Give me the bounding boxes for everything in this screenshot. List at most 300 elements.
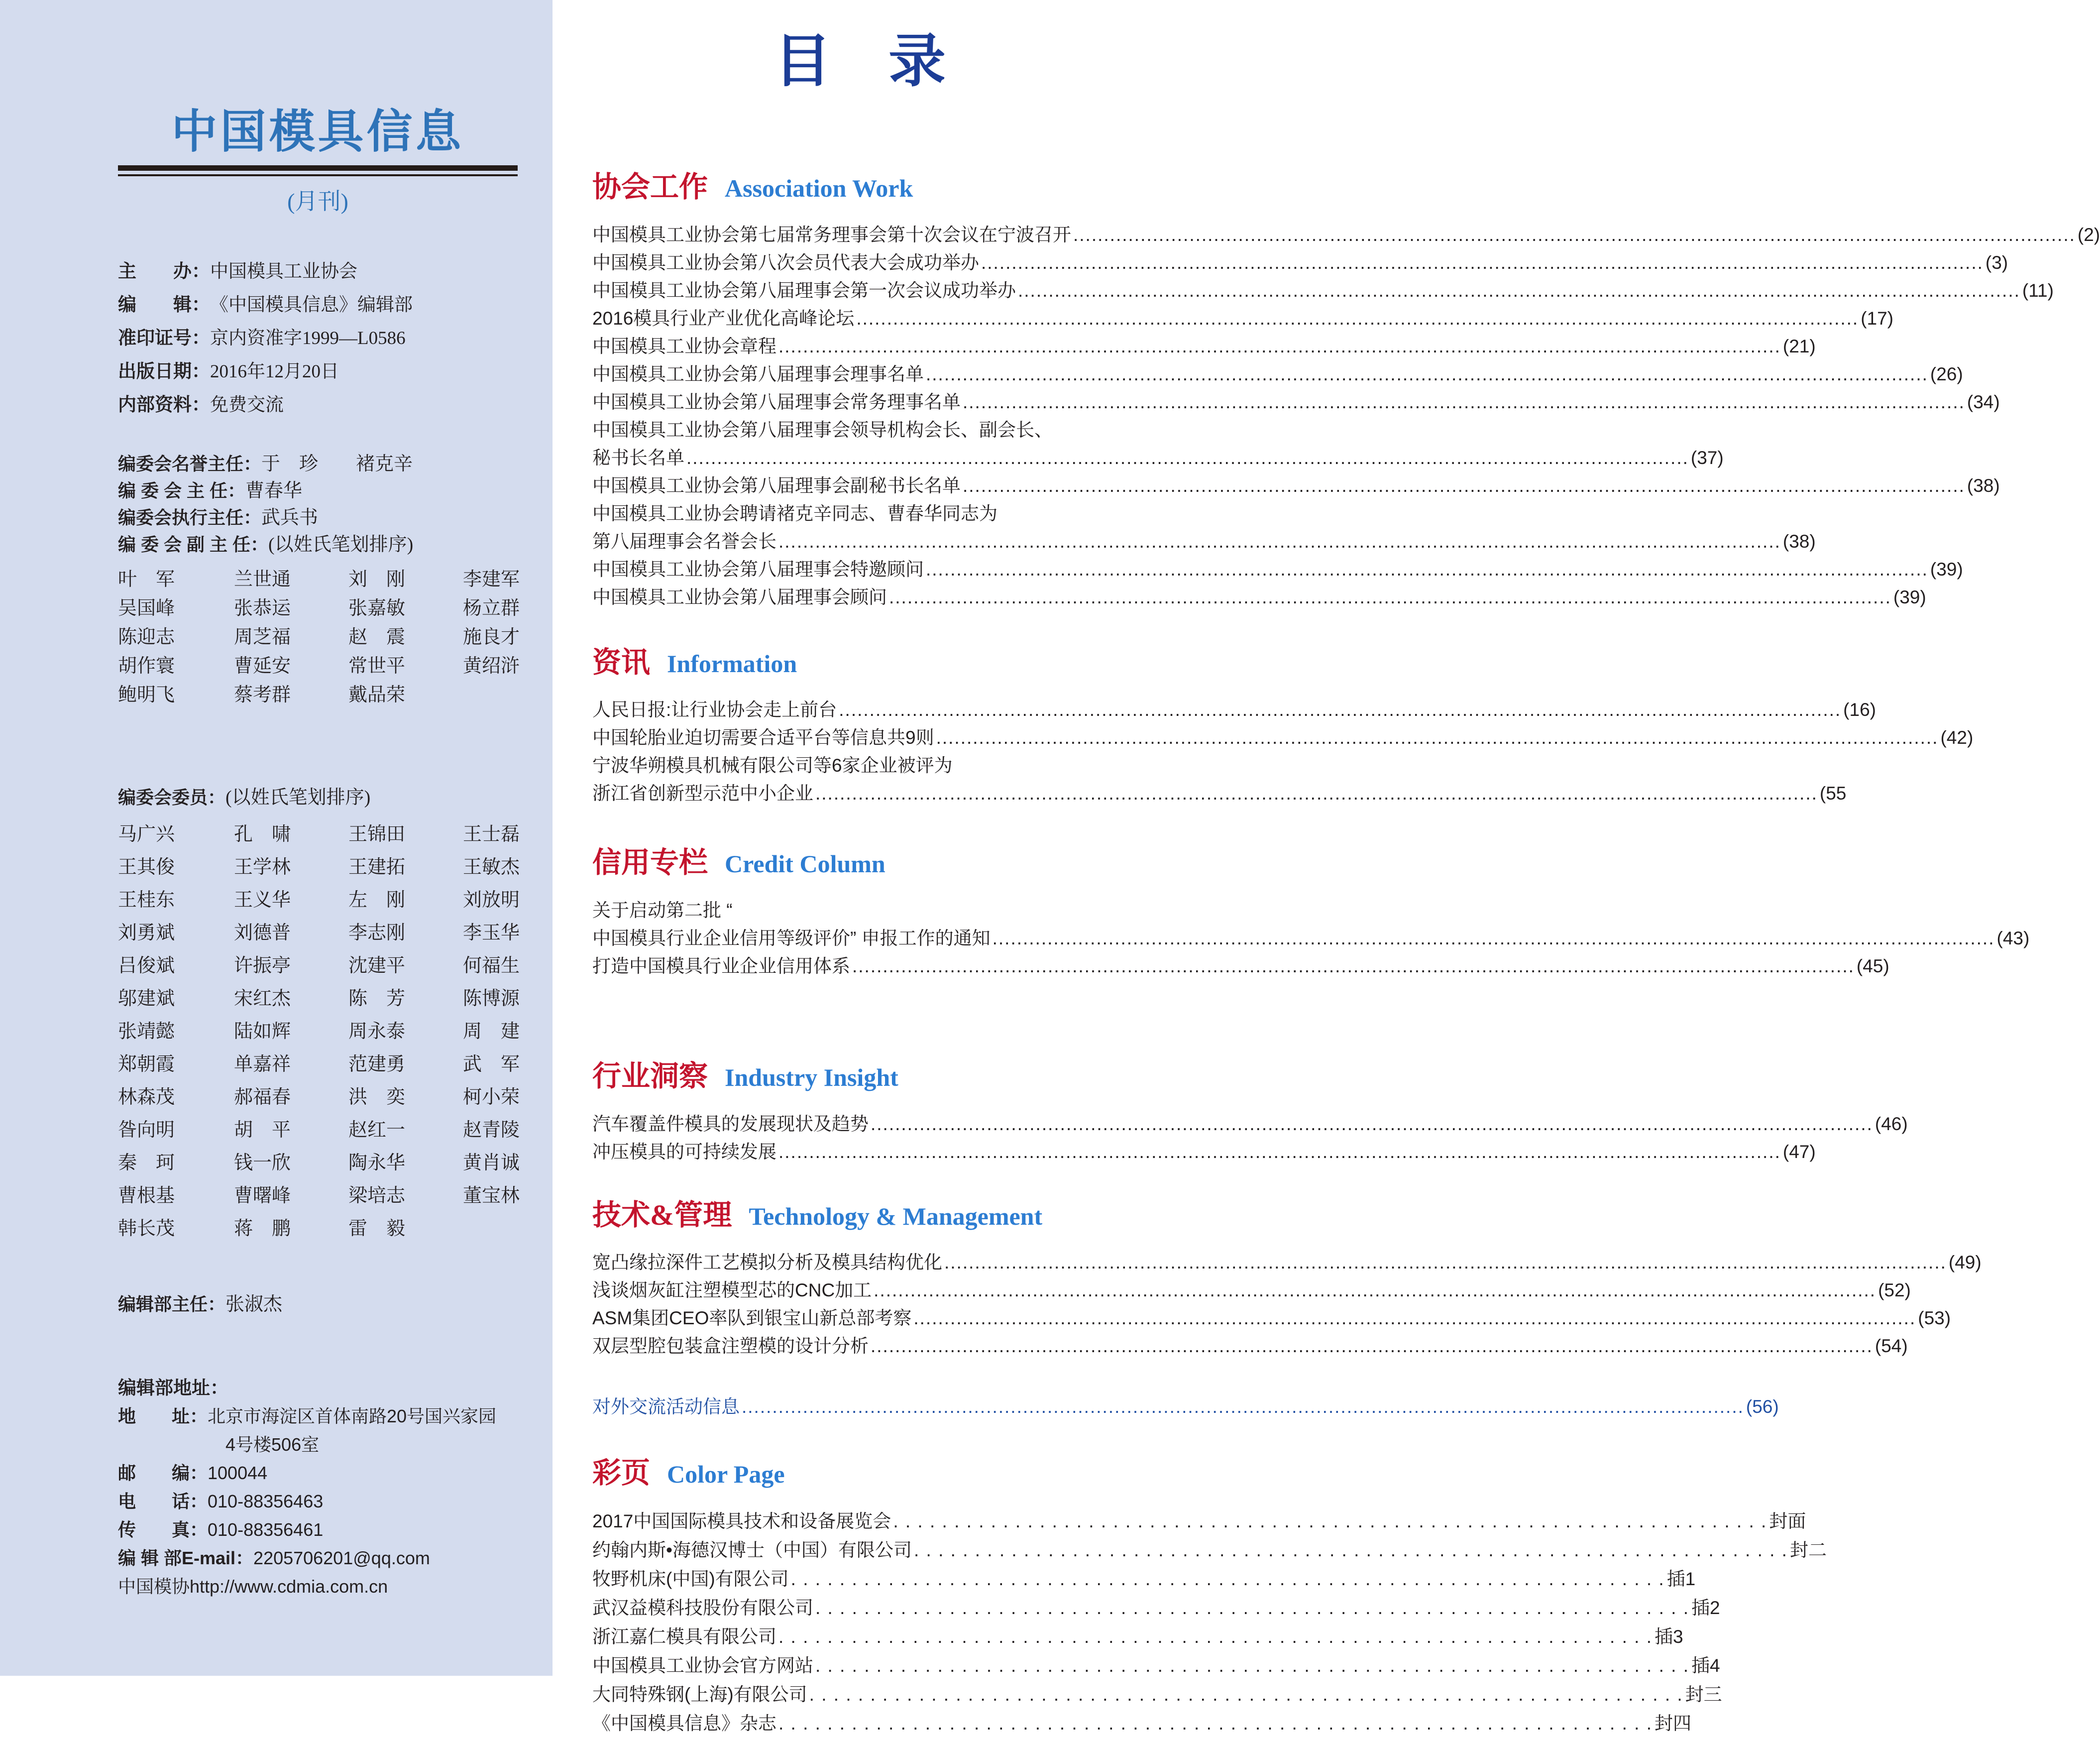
toc-page-number: (39) <box>1930 559 1963 579</box>
committee-member-name: 王锦田 <box>348 824 406 845</box>
committee-member-name: 秦 珂 <box>118 1153 175 1174</box>
committee-header-line <box>118 784 518 811</box>
contact-value: 100044 <box>208 1463 268 1484</box>
committee-member-name: 曹曙峰 <box>234 1185 291 1207</box>
editor-director-name: 张淑杰 <box>225 1294 283 1315</box>
masthead-value: 《中国模具信息》编辑部 <box>210 295 413 316</box>
committee-member-name: 周永泰 <box>348 1021 406 1043</box>
board-member-name: 刘 刚 <box>348 569 406 590</box>
board-member-name: 张恭运 <box>234 598 291 619</box>
toc-dot-leader <box>1073 221 2076 249</box>
board-member-name: 兰世通 <box>234 569 291 590</box>
toc-item-title: 中国模具工业协会第八届理事会特邀顾问 <box>592 559 924 579</box>
committee-member-name: 曹根基 <box>118 1185 175 1207</box>
committee-member-name: 武 军 <box>463 1054 520 1075</box>
association-website: 中国模协http://www.cdmia.com.cn <box>118 1576 388 1597</box>
toc-item-row <box>592 1507 1806 1536</box>
board-member-name: 施良才 <box>463 627 520 648</box>
toc-item-row <box>592 416 1127 444</box>
toc-page-number: (39) <box>1893 586 1926 607</box>
toc-dot-leader <box>926 360 1928 388</box>
toc-dot-leader <box>791 1565 1665 1594</box>
masthead-info-block <box>118 255 518 422</box>
toc-item-row <box>592 952 1889 980</box>
section-title-zh: 行业洞察 <box>592 1060 708 1093</box>
section-items <box>592 1110 1908 1166</box>
toc-dot-leader <box>944 1249 1947 1276</box>
board-head-label: 编委会执行主任： <box>118 507 262 528</box>
board-head-value: 武兵书 <box>261 507 319 529</box>
committee-member-name: 梁培志 <box>348 1185 406 1207</box>
toc-page-number: (53) <box>1918 1308 1951 1329</box>
toc-page-number: 插1 <box>1666 1569 1696 1590</box>
toc-dot-leader <box>815 780 1818 808</box>
contact-value: 北京市海淀区首体南路20号国兴家园 <box>208 1406 497 1427</box>
section-items <box>592 696 1974 808</box>
masthead-line <box>118 355 518 388</box>
toc-item-row <box>592 1536 1827 1565</box>
contact-value: 4号楼506室 <box>225 1434 320 1455</box>
toc-dot-leader <box>815 1651 1689 1680</box>
toc-page-number: (26) <box>1930 363 1963 384</box>
contact-line <box>118 1459 518 1487</box>
section-title-en: Technology & Management <box>749 1202 1043 1230</box>
contact-value: 2205706201@qq.com <box>253 1548 430 1569</box>
committee-member-name: 许振亭 <box>234 955 291 977</box>
board-member-name: 赵 震 <box>348 627 406 648</box>
contact-block <box>118 1374 518 1601</box>
contact-label: 电 话： <box>118 1491 208 1512</box>
toc-item-title: ASM集团CEO率队到银宝山新总部考察 <box>592 1308 912 1329</box>
committee-members-grid <box>118 818 520 1245</box>
toc-item-row <box>592 388 2000 416</box>
toc-dot-leader <box>963 388 1965 416</box>
toc-item-external-exchange <box>592 1393 1779 1421</box>
toc-page-number: (21) <box>1782 336 1816 356</box>
committee-member-name: 董宝林 <box>463 1185 520 1207</box>
board-head-value: 曹春华 <box>245 480 303 502</box>
toc-item-title: 2016模具行业产业优化高峰论坛 <box>592 308 855 329</box>
section-header <box>592 1199 1127 1232</box>
board-head-line <box>118 451 518 477</box>
board-member-name: 张嘉敏 <box>348 598 406 619</box>
toc-item-title: 浅谈烟灰缸注塑模型芯的CNC加工 <box>592 1280 872 1301</box>
board-head-line <box>118 477 518 504</box>
masthead-value: 中国模具工业协会 <box>210 261 357 282</box>
board-member-name: 戴品荣 <box>348 685 406 706</box>
toc-item-row <box>592 897 1127 925</box>
toc-item-title: 中国模具工业协会第八届理事会理事名单 <box>592 363 924 384</box>
section-header <box>592 1457 1127 1490</box>
toc-item-title: 牧野机床(中国)有限公司 <box>592 1569 789 1590</box>
committee-member-name: 左 刚 <box>348 890 406 911</box>
board-member-name: 周芝福 <box>234 627 291 648</box>
committee-member-name: 李玉华 <box>463 923 520 944</box>
toc-page-number: (54) <box>1875 1336 1908 1357</box>
committee-member-name: 王义华 <box>234 890 291 911</box>
committee-block <box>118 784 518 1245</box>
toc-item-title: 中国模具行业企业信用等级评价” 申报工作的通知 <box>592 928 991 949</box>
toc-page-number: 封三 <box>1685 1684 1722 1705</box>
committee-member-name: 李志刚 <box>348 923 406 944</box>
committee-member-name: 陈博源 <box>463 988 520 1010</box>
committee-member-name: 刘德普 <box>234 923 291 944</box>
toc-item-row <box>592 696 1876 724</box>
toc-item-title: 浙江省创新型示范中小企业 <box>592 783 813 804</box>
committee-member-name: 陈 芳 <box>348 988 406 1010</box>
toc-item-title: 中国模具工业协会聘请褚克辛同志、曹春华同志为 <box>592 503 997 524</box>
toc-item-row <box>592 249 2008 277</box>
toc-item-row <box>592 583 1926 611</box>
committee-member-name: 吕俊斌 <box>118 955 175 977</box>
magazine-title: 中国模具信息 <box>171 107 464 157</box>
toc-item-title: 汽车覆盖件模具的发展现状及趋势 <box>592 1113 869 1134</box>
committee-member-name: 林森茂 <box>118 1087 175 1108</box>
toc-item-row <box>592 1709 1692 1738</box>
masthead-value: 免费交流 <box>210 395 284 416</box>
toc-dot-leader <box>874 1276 1876 1304</box>
committee-member-name: 单嘉祥 <box>234 1054 291 1075</box>
toc-item-title: 中国模具工业协会第八届理事会第一次会议成功举办 <box>592 280 1016 301</box>
toc-item-row <box>592 752 1127 780</box>
committee-member-name: 范建勇 <box>348 1054 406 1075</box>
toc-item-title: 宽凸缘拉深件工艺模拟分析及模具结构优化 <box>592 1252 942 1273</box>
committee-member-name: 孔 啸 <box>234 824 291 845</box>
toc-page-number: (52) <box>1878 1280 1911 1301</box>
board-head-value: (以姓氏笔划排序) <box>268 534 414 556</box>
contact-label: 地 址： <box>118 1406 208 1427</box>
committee-member-name: 赵红一 <box>348 1120 406 1141</box>
toc-page-number: 插4 <box>1691 1655 1720 1676</box>
toc-dot-leader <box>839 696 1841 724</box>
toc-section-technology-management <box>592 1198 1982 1361</box>
toc-page-number: 封面 <box>1769 1511 1806 1532</box>
toc-item-row <box>592 1110 1908 1138</box>
section-header <box>592 1060 1127 1093</box>
toc-item-row <box>592 360 1963 388</box>
contact-label: 编 辑 部E-mail： <box>118 1548 254 1569</box>
contact-label: 传 真： <box>118 1519 208 1540</box>
contact-line <box>118 1487 518 1515</box>
section-title-en: Industry Insight <box>725 1063 898 1092</box>
toc-page-number: (38) <box>1782 531 1816 552</box>
toc-item-title: 中国模具工业协会第八届理事会副秘书长名单 <box>592 475 961 496</box>
toc-item-title: 约翰内斯•海德汉博士（中国）有限公司 <box>592 1540 912 1561</box>
toc-item-title: 中国模具工业协会章程 <box>592 336 776 356</box>
toc-dot-leader <box>871 1332 1873 1360</box>
committee-member-name: 黄肖诚 <box>463 1153 520 1174</box>
committee-member-name: 王学林 <box>234 857 291 878</box>
toc-page-number: (55 <box>1819 783 1847 804</box>
toc-section-color-page <box>592 1457 1827 1738</box>
editorial-board-block <box>118 451 518 709</box>
toc-item-row <box>592 1594 1720 1622</box>
masthead-line <box>118 388 518 422</box>
toc-page-number: (3) <box>1985 252 2008 273</box>
toc-item-row <box>592 221 2100 249</box>
toc-page-number: (46) <box>1875 1113 1908 1134</box>
section-title-zh: 彩页 <box>592 1457 651 1490</box>
section-title-zh: 协会工作 <box>592 171 708 203</box>
toc-dot-leader <box>815 1594 1689 1622</box>
committee-member-name: 沈建平 <box>348 955 406 977</box>
toc-page-number: 插2 <box>1691 1598 1720 1619</box>
committee-member-name: 邬建斌 <box>118 988 175 1010</box>
committee-member-name: 何福生 <box>463 955 520 977</box>
toc-dot-leader <box>809 1680 1683 1709</box>
toc-item-row <box>592 277 2054 305</box>
toc-dot-leader <box>778 528 1781 556</box>
toc-page-number: (56) <box>1746 1396 1779 1417</box>
toc-item-row <box>592 724 1974 752</box>
toc-item-row <box>592 528 1816 556</box>
toc-section-association-work <box>592 171 2100 611</box>
deputy-directors-grid <box>118 565 520 709</box>
committee-member-name: 雷 毅 <box>348 1218 406 1240</box>
toc-dot-leader <box>963 472 1965 500</box>
toc-item-title: 中国模具工业协会第八届理事会顾问 <box>592 586 887 607</box>
toc-dot-leader <box>686 444 1689 472</box>
toc-item-row <box>592 1565 1696 1594</box>
toc-dot-leader <box>893 1507 1767 1536</box>
committee-member-name: 郑朝霞 <box>118 1054 175 1075</box>
toc-dot-leader <box>778 1622 1653 1651</box>
toc-page-number: (17) <box>1861 308 1894 329</box>
board-member-name: 曹延安 <box>234 656 291 677</box>
section-title-en: Information <box>667 649 797 678</box>
toc-page-number: (43) <box>1996 928 2030 949</box>
committee-member-name: 王士磊 <box>463 824 520 845</box>
toc-item-row <box>592 333 1816 360</box>
toc-page-number: (34) <box>1967 391 2000 412</box>
divider-thin-line <box>118 174 518 176</box>
toc-item-title: 中国轮胎业迫切需要合适平台等信息共9则 <box>592 727 934 748</box>
magazine-subtitle: (月刊) <box>287 189 348 215</box>
board-member-name: 蔡考群 <box>234 685 291 706</box>
section-title-zh: 技术&管理 <box>592 1198 732 1231</box>
toc-dot-leader <box>871 1110 1873 1138</box>
board-member-name: 杨立群 <box>463 598 520 619</box>
toc-item-title: 对外交流活动信息 <box>592 1396 740 1417</box>
toc-dot-leader <box>914 1536 1788 1565</box>
toc-item-title: 中国模具工业协会第八届理事会常务理事名单 <box>592 391 961 412</box>
section-items <box>592 897 2030 980</box>
toc-section-industry-insight <box>592 1060 1908 1166</box>
toc-dot-leader <box>742 1393 1744 1421</box>
toc-item-row <box>592 444 1724 472</box>
toc-dot-leader <box>993 925 1995 952</box>
committee-member-name: 张靖懿 <box>118 1021 175 1043</box>
masthead-line <box>118 255 518 288</box>
committee-member-name: 王其俊 <box>118 857 175 878</box>
masthead-label: 编 辑： <box>118 294 210 315</box>
section-items <box>592 221 2100 611</box>
board-member-name: 鲍明飞 <box>118 685 175 706</box>
masthead-label: 出版日期： <box>118 361 210 382</box>
toc-item-row <box>592 305 1894 333</box>
toc-item-title: 人民日报:让行业协会走上前台 <box>592 699 837 720</box>
board-member-name: 吴国峰 <box>118 598 175 619</box>
toc-page-number: (45) <box>1856 956 1889 977</box>
committee-member-name: 赵青陵 <box>463 1120 520 1141</box>
toc-item-row <box>592 1276 1911 1304</box>
toc-dot-leader <box>936 724 1939 752</box>
toc-dot-leader <box>1018 277 2020 305</box>
toc-item-row <box>592 780 1847 808</box>
board-member-name: 陈迎志 <box>118 627 175 648</box>
toc-item-title: 冲压模具的可持续发展 <box>592 1141 776 1162</box>
toc-item-title: 浙江嘉仁模具有限公司 <box>592 1626 776 1647</box>
contact-label: 邮 编： <box>118 1463 208 1484</box>
toc-item-row <box>592 1138 1816 1166</box>
toc-page-number: (11) <box>2022 280 2054 301</box>
toc-dot-leader <box>852 952 1855 980</box>
committee-member-name: 钱一欣 <box>234 1153 291 1174</box>
toc-item-title: 中国模具工业协会第八次会员代表大会成功举办 <box>592 252 979 273</box>
committee-member-name: 郝福春 <box>234 1087 291 1108</box>
section-title-zh: 资讯 <box>592 646 651 679</box>
section-items <box>592 1249 1982 1360</box>
masthead-line <box>118 322 518 355</box>
masthead-line <box>118 288 518 322</box>
committee-member-name: 王桂东 <box>118 890 175 911</box>
committee-member-name: 王建拓 <box>348 857 406 878</box>
toc-item-title: 宁波华朔模具机械有限公司等6家企业被评为 <box>592 755 953 776</box>
contact-line <box>118 1515 518 1544</box>
committee-member-name: 韩长茂 <box>118 1218 175 1240</box>
toc-item-row <box>592 500 1127 528</box>
toc-page-number: 封二 <box>1789 1540 1827 1561</box>
toc-item-row <box>592 925 2030 952</box>
toc-item-row <box>592 1680 1722 1709</box>
toc-page-number: (42) <box>1940 727 1974 748</box>
toc-dot-leader <box>856 305 1859 333</box>
contact-value: 010-88356463 <box>208 1491 324 1512</box>
contact-line <box>118 1544 518 1572</box>
toc-item-row <box>592 1393 1779 1421</box>
committee-header-note: (以姓氏笔划排序) <box>225 787 371 809</box>
toc-dot-leader <box>926 556 1928 583</box>
editor-director-label: 编辑部主任： <box>118 1294 226 1315</box>
board-head-line <box>118 504 518 531</box>
board-member-name: 常世平 <box>348 656 406 677</box>
toc-item-title: 关于启动第二批 “ <box>592 900 733 921</box>
committee-member-name: 周 建 <box>463 1021 520 1043</box>
section-header <box>592 646 1127 680</box>
toc-item-title: 《中国模具信息》杂志 <box>592 1713 776 1734</box>
toc-item-title: 2017中国国际模具技术和设备展览会 <box>592 1511 891 1532</box>
toc-item-title: 打造中国模具行业企业信用体系 <box>592 956 850 977</box>
committee-member-name: 洪 奕 <box>348 1087 406 1108</box>
committee-member-name: 刘勇斌 <box>118 923 175 944</box>
committee-header-label: 编委会委员： <box>118 787 226 808</box>
toc-page-number: (49) <box>1948 1252 1982 1273</box>
masthead-value: 2016年12月20日 <box>210 361 339 382</box>
toc-item-row <box>592 556 1963 583</box>
toc-section-credit-column <box>592 846 2030 980</box>
toc-item-row <box>592 1304 1951 1332</box>
toc-item-row <box>592 1651 1720 1680</box>
masthead-label: 主 办： <box>118 261 210 282</box>
board-head-line <box>118 531 518 558</box>
committee-member-name: 王敏杰 <box>463 857 520 878</box>
toc-dot-leader <box>981 249 1984 277</box>
section-items <box>592 1507 1827 1738</box>
toc-item-row <box>592 472 2000 500</box>
masthead-label: 内部资料： <box>118 394 210 415</box>
committee-member-name: 刘放明 <box>463 890 520 911</box>
section-title-en: Credit Column <box>725 850 885 878</box>
toc-dot-leader <box>913 1304 1916 1332</box>
contact-label <box>118 1430 225 1459</box>
toc-section-information <box>592 646 1974 808</box>
section-header <box>592 171 1127 204</box>
toc-title: 目 录 <box>774 30 946 93</box>
committee-member-name: 柯小荣 <box>463 1087 520 1108</box>
board-head-label: 编委会名誉主任： <box>118 454 262 474</box>
toc-page-number: (37) <box>1690 447 1724 468</box>
committee-member-name: 昝向明 <box>118 1120 175 1141</box>
section-header <box>592 846 1127 880</box>
toc-item-title: 中国模具工业协会第七届常务理事会第十次会议在宁波召开 <box>592 224 1071 245</box>
toc-item-title: 武汉益模科技股份有限公司 <box>592 1598 813 1619</box>
contact-header: 编辑部地址： <box>118 1378 228 1398</box>
toc-item-row <box>592 1332 1908 1360</box>
toc-item-row <box>592 1249 1982 1276</box>
toc-dot-leader <box>778 1138 1781 1166</box>
toc-page-number: (38) <box>1967 475 2000 496</box>
title-divider <box>118 165 518 176</box>
contact-value: 010-88356461 <box>208 1519 324 1540</box>
toc-item-title: 双层型腔包装盒注塑模的设计分析 <box>592 1336 869 1357</box>
toc-item-title: 秘书长名单 <box>592 447 684 468</box>
committee-member-name: 陶永华 <box>348 1153 406 1174</box>
committee-member-name: 胡 平 <box>234 1120 291 1141</box>
toc-dot-leader <box>778 333 1781 360</box>
editor-director-line <box>118 1291 518 1318</box>
divider-thick-line <box>118 165 518 171</box>
board-member-name: 胡作寰 <box>118 656 175 677</box>
section-title-zh: 信用专栏 <box>592 846 708 879</box>
masthead-value: 京内资准字1999—L0586 <box>210 328 406 349</box>
toc-item-title: 大同特殊钢(上海)有限公司 <box>592 1684 807 1705</box>
committee-member-name: 陆如辉 <box>234 1021 291 1043</box>
contact-line <box>118 1402 518 1430</box>
toc-page-number: 封四 <box>1655 1713 1692 1734</box>
board-head-label: 编 委 会 主 任： <box>118 480 246 501</box>
table-of-contents <box>592 0 2100 1738</box>
toc-dot-leader <box>889 583 1891 611</box>
board-member-name: 叶 军 <box>118 569 175 590</box>
sidebar-masthead <box>0 0 553 1676</box>
toc-item-title: 第八届理事会名誉会长 <box>592 531 776 552</box>
toc-item-row <box>592 1622 1683 1651</box>
toc-page-number: 插3 <box>1655 1626 1683 1647</box>
board-member-name: 黄绍浒 <box>463 656 520 677</box>
committee-member-name: 马广兴 <box>118 824 175 845</box>
toc-page-number: (2) <box>2077 224 2100 245</box>
committee-member-name: 蒋 鹏 <box>234 1218 291 1240</box>
section-title-en: Color Page <box>667 1460 785 1489</box>
board-head-value: 于 珍 褚克辛 <box>261 454 413 475</box>
toc-page-number: (16) <box>1843 699 1876 720</box>
board-head-label: 编 委 会 副 主 任： <box>118 534 269 555</box>
committee-member-name: 宋红杰 <box>234 988 291 1010</box>
contact-line <box>118 1430 518 1459</box>
toc-item-title: 中国模具工业协会第八届理事会领导机构会长、副会长、 <box>592 419 1053 440</box>
board-member-name: 李建军 <box>463 569 520 590</box>
section-title-en: Association Work <box>725 174 913 202</box>
